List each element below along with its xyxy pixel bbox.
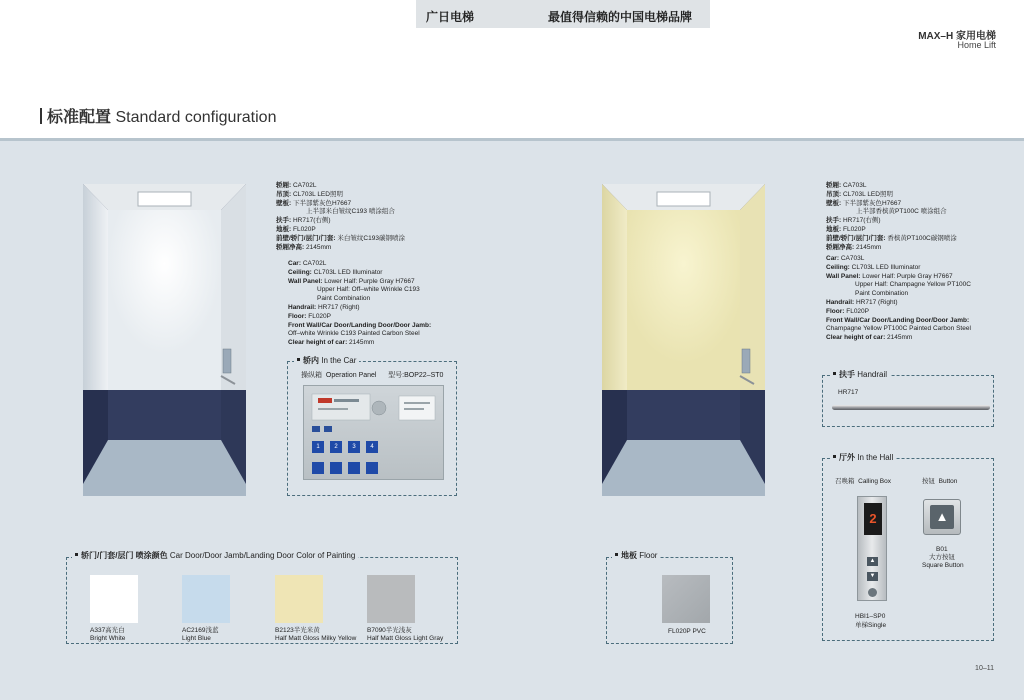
floor-button[interactable]: 1 xyxy=(312,441,324,453)
spec-row: 壁板: 下半部紫灰色H7667 xyxy=(826,199,902,207)
spec-row: 轿厢: CA702L xyxy=(276,182,317,189)
handrail-title: 扶手 Handrail xyxy=(830,369,890,380)
spec-row: Front Wall/Car Door/Landing Door/Door Jamb: xyxy=(826,316,970,324)
spec-row: Clear height of car: 2145mm xyxy=(826,334,913,342)
button-code: B01 xyxy=(936,546,948,553)
button-label: 按钮 Button xyxy=(922,478,958,485)
spec-row: Champagne Yellow PT100C Painted Carbon Steel xyxy=(826,325,971,333)
spec-row: 扶手: HR717(右侧) xyxy=(826,217,881,225)
color-swatch xyxy=(182,575,230,623)
floor-button[interactable]: 4 xyxy=(366,441,378,453)
spec-row: Paint Combination xyxy=(317,295,371,303)
spec-row: 地板: FL020P xyxy=(276,225,316,233)
spec-en-right xyxy=(826,255,971,343)
spec-row: Ceiling: CL703L LED Illuminator xyxy=(826,263,921,271)
spec-row: Off–white Wrinkle C193 Painted Carbon Steel xyxy=(288,330,420,338)
spec-row: Wall Panel: Lower Half: Purple Gray H7667 xyxy=(826,272,953,280)
spec-row: 轿厢净高: 2145mm xyxy=(276,243,332,251)
spec-row: Upper Half: Champagne Yellow PT100C xyxy=(855,281,971,289)
spec-row: 前壁/轿门/层门/门套: 米白皱纹C193碳钢喷涂 xyxy=(276,234,405,242)
spec-zh-left xyxy=(276,182,405,252)
title-bar-icon xyxy=(40,108,42,124)
spec-row: 吊顶: CL703L LED照明 xyxy=(276,190,343,198)
door-open-button[interactable] xyxy=(312,462,324,474)
spec-row: Floor: FL020P xyxy=(288,312,332,320)
spec-row: Floor: FL020P xyxy=(826,307,870,315)
swatch-label: B7090半光浅灰 Half Matt Gloss Light Gray xyxy=(367,627,444,642)
handrail-image xyxy=(832,405,990,410)
floor-display: 2 xyxy=(864,503,882,535)
swatch-label: AC2169浅蓝 Light Blue xyxy=(182,627,219,642)
floor-label: FL020P PVC xyxy=(668,628,706,635)
model-subtitle: Home Lift xyxy=(957,40,996,50)
floor-swatch xyxy=(662,575,710,623)
intercom-button[interactable] xyxy=(366,462,378,474)
elevator-car-image-left xyxy=(83,184,246,496)
car-buttons-row2 xyxy=(312,461,378,479)
spec-row: Upper Half: Off–white Wrinkle C193 xyxy=(317,286,420,294)
up-arrow-icon: ▲ xyxy=(930,505,954,529)
brand-name: 广日电梯 xyxy=(426,10,475,24)
spec-row: Handrail: HR717 (Right) xyxy=(288,303,360,311)
spec-en-left xyxy=(288,260,431,348)
down-arrow-icon[interactable]: ▼ xyxy=(867,572,878,581)
spec-row: Wall Panel: Lower Half: Purple Gray H7667 xyxy=(288,277,415,285)
swatch-label: A337高光白 Bright White xyxy=(90,627,126,642)
spec-row: Car: CA703L xyxy=(826,255,865,262)
spec-row: 轿厢: CA703L xyxy=(826,182,867,189)
spec-zh-right xyxy=(826,182,957,252)
door-close-button[interactable] xyxy=(330,462,342,474)
colors-title: 轿门/门套/层门 喷涂颜色 Car Door/Door Jamb/Landing Door Color of Painting xyxy=(72,550,358,561)
spec-row: Clear height of car: 2145mm xyxy=(288,339,375,347)
spec-row: 轿厢净高: 2145mm xyxy=(826,243,882,251)
handrail-model: HR717 xyxy=(838,389,859,396)
car-buttons-row1 xyxy=(312,441,378,453)
model-title: MAX–H 家用电梯 xyxy=(918,31,996,42)
spec-row: 吊顶: CL703L LED照明 xyxy=(826,190,893,198)
spec-row: 扶手: HR717(右侧) xyxy=(276,217,331,225)
button-name-zh: 大方按钮 xyxy=(929,554,955,561)
page-number: 10–11 xyxy=(975,665,994,672)
spec-row: Front Wall/Car Door/Landing Door/Door Jamb: xyxy=(288,321,432,329)
brand-slogan: 最值得信赖的中国电梯品牌 xyxy=(548,10,693,24)
section-title: 标准配置 Standard configuration xyxy=(40,104,276,127)
spec-row: 上半部米白皱纹C193 喷涂组合 xyxy=(306,208,395,216)
color-swatch xyxy=(275,575,323,623)
spec-row: 壁板: 下半部紫灰色H7667 xyxy=(276,199,352,207)
swatch-label: B2123半光米黄 Half Matt Gloss Milky Yellow xyxy=(275,627,357,642)
floor-button[interactable]: 3 xyxy=(348,441,360,453)
color-swatch xyxy=(90,575,138,623)
color-swatch xyxy=(367,575,415,623)
calling-box-code: HBI1–SP0 xyxy=(855,613,886,620)
spec-row: Handrail: HR717 (Right) xyxy=(826,298,898,306)
up-arrow-icon[interactable]: ▲ xyxy=(867,557,878,566)
spec-row: Paint Combination xyxy=(855,290,909,298)
in-hall-title: 厅外 In the Hall xyxy=(830,452,896,463)
spec-row: 上半部香槟黄PT100C 喷涂组合 xyxy=(856,208,947,216)
calling-box-type: 单梯Single xyxy=(855,622,887,629)
alarm-bell-button[interactable] xyxy=(348,462,360,474)
operation-panel-label: 操纵箱 Operation Panel 型号:BOP22–ST0 xyxy=(301,372,444,379)
square-button-image[interactable] xyxy=(923,499,961,535)
elevator-car-image-right xyxy=(602,184,765,496)
spec-row: 前壁/轿门/层门/门套: 香槟黄PT100C碳钢喷涂 xyxy=(826,234,957,242)
handrail-box xyxy=(822,375,994,427)
floor-title: 地板 Floor xyxy=(612,550,660,561)
key-switch-icon xyxy=(868,588,877,597)
button-name-en: Square Button xyxy=(922,562,964,569)
floor-button[interactable]: 2 xyxy=(330,441,342,453)
in-car-title: 轿内 In the Car xyxy=(294,355,359,366)
calling-box-label: 召唤箱 Calling Box xyxy=(835,478,892,485)
content-area xyxy=(0,138,1024,700)
spec-row: 地板: FL020P xyxy=(826,225,866,233)
spec-row: Car: CA702L xyxy=(288,260,327,267)
header-tab xyxy=(416,0,710,28)
calling-box-image xyxy=(857,496,887,601)
spec-row: Ceiling: CL703L LED Illuminator xyxy=(288,268,383,276)
